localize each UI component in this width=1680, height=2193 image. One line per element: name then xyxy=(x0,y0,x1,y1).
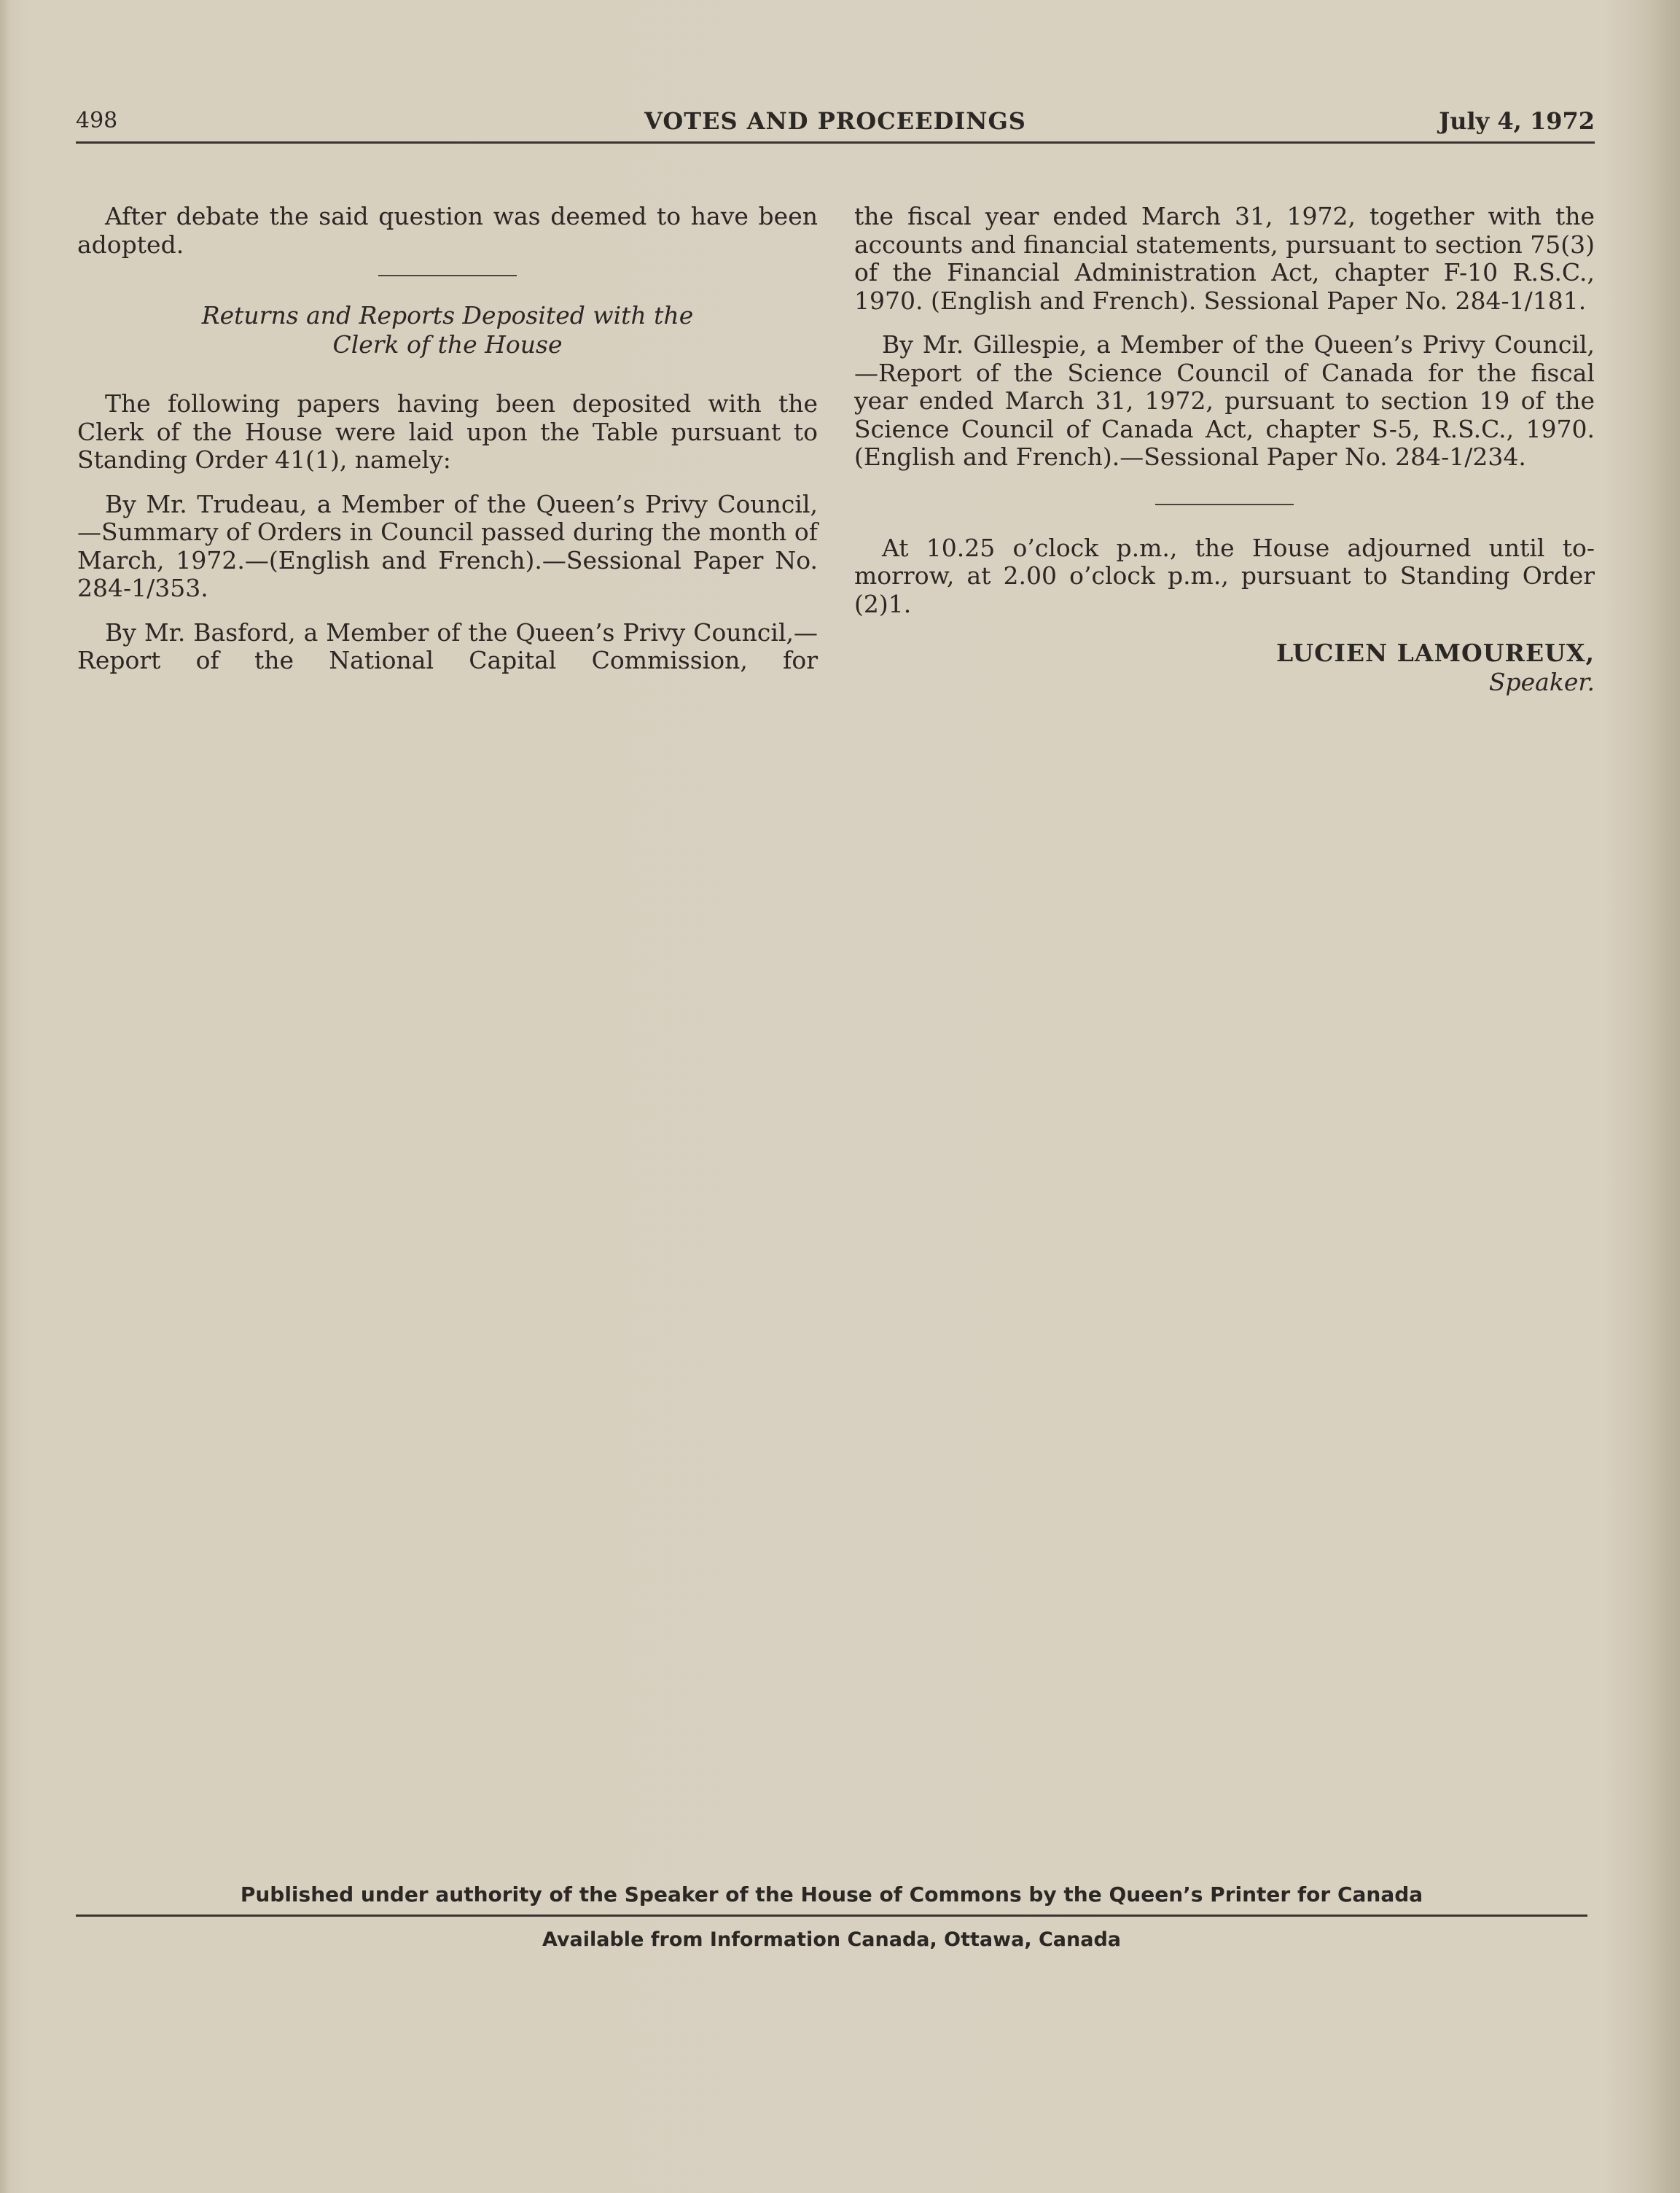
right-column xyxy=(854,203,1595,697)
signature-name: LUCIEN LAMOUREUX, xyxy=(1276,639,1595,667)
section-heading xyxy=(77,301,818,359)
paragraph-basford: By Mr. Basford, a Member of the Queen’s Privy Council,—Report of the National Capital Commission, for xyxy=(77,618,818,674)
section-divider xyxy=(378,275,517,276)
paragraph-debate-adopted: After debate the said question was deemed to have been adopted. xyxy=(77,202,818,259)
footer-publisher: Published under authority of the Speaker of the House of Commons by the Queen’s Printer for Canada xyxy=(76,1877,1587,1917)
paragraph-trudeau: By Mr. Trudeau, a Member of the Queen’s Privy Council,—Summary of Orders in Council passed during the month of March, 1972.—(English and French).—Sessional Paper No. 284-1/353. xyxy=(77,489,818,602)
page-footer xyxy=(76,1877,1587,1960)
section-divider-end xyxy=(1155,504,1294,505)
paragraph-adjournment: At 10.25 o’clock p.m., the House adjourned until to-morrow, at 2.00 o’clock p.m., pursuant to Standing Order (2)1. xyxy=(854,533,1595,618)
running-title: VOTES AND PROCEEDINGS xyxy=(644,107,1026,135)
signature-title: Speaker. xyxy=(1488,668,1595,696)
page-edge-shadow xyxy=(0,0,10,2193)
footer-availability: Available from Information Canada, Ottawa, Canada xyxy=(542,1928,1121,1951)
paragraph-gillespie: By Mr. Gillespie, a Member of the Queen’s Privy Council,—Report of the Science Council of Canada for the fiscal year ended March 31, 1972, pursuant to section 19 of the Science Council of Canada Act, chapter S-5, R.S.C., 1970. (English and French).—Sessional Paper No. 284-1/234. xyxy=(854,330,1595,471)
paragraph-basford-continued: the fiscal year ended March 31, 1972, together with the accounts and financial statements, pursuant to section 75(3) of the Financial Administration Act, chapter F-10 R.S.C., 1970. (English and French). Sessional Paper No. 284-1/181. xyxy=(854,202,1595,315)
paragraph-papers-deposited: The following papers having been deposited with the Clerk of the House were laid upon the Table pursuant to Standing Order 41(1), namely: xyxy=(77,389,818,474)
signature-block xyxy=(854,639,1595,697)
page-header xyxy=(76,106,1595,144)
left-column xyxy=(77,203,818,691)
section-heading-line-1: Returns and Reports Deposited with the xyxy=(201,301,694,330)
section-heading-line-2: Clerk of the House xyxy=(332,330,563,359)
header-date: July 4, 1972 xyxy=(1439,107,1595,135)
page-number: 498 xyxy=(76,108,118,133)
